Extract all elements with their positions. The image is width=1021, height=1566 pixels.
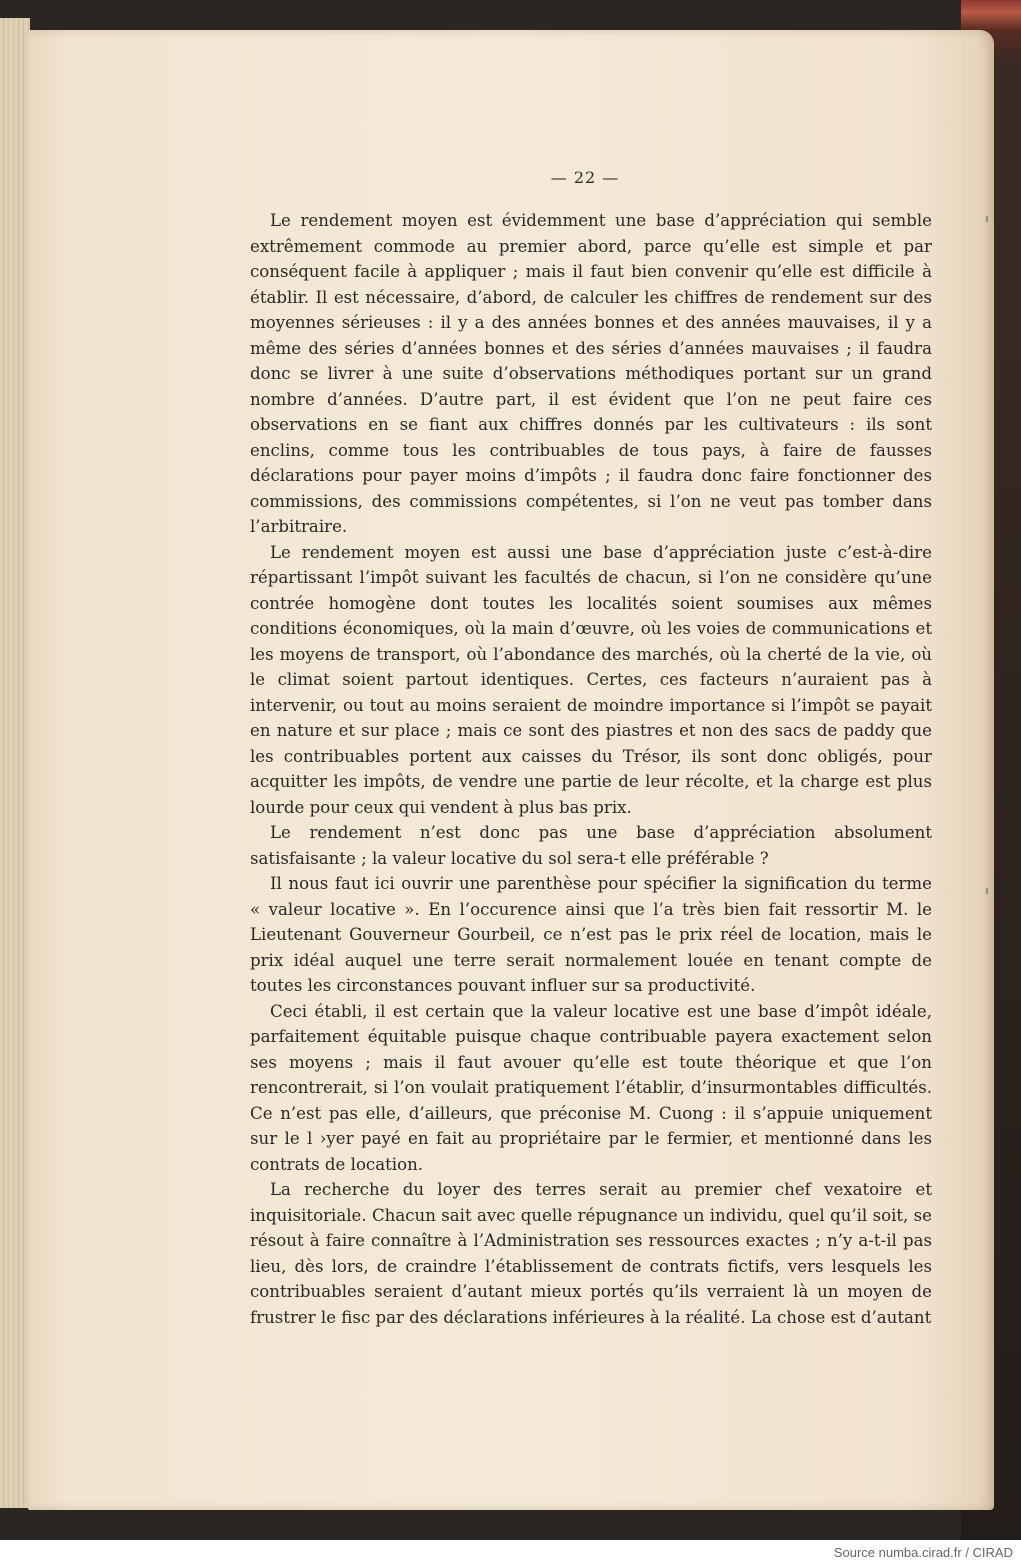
margin-mark	[986, 888, 988, 894]
body-text	[250, 208, 932, 1330]
paragraph: Le rendement moyen est évidemment une base d’appréciation qui semble extrêmement commode au premier abord, parce qu’elle est simple et par conséquent facile à appliquer ; mais il faut bien convenir qu’elle est difficile à établir. Il est nécessaire, d’abord, de calculer les chiffres de rendement sur des moyennes sérieuses : il y a des années bonnes et des années mauvaises, il y a même des séries d’années bonnes et des séries d’années mauvaises ; il faudra donc se livrer à une suite d’observations méthodiques portant sur un grand nombre d’années. D’autre part, il est évident que l’on ne peut faire ces observations en se fiant aux chiffres donnés par les cultivateurs : ils sont enclins, comme tous les contribuables de tous pays, à faire de fausses déclarations pour payer moins d’impôts ; il faudra donc faire fonctionner des commissions, des commissions compétentes, si l’on ne veut pas tomber dans l’arbitraire.	[250, 211, 932, 536]
paragraph: Le rendement n’est donc pas une base d’appréciation absolument satisfaisante ; la valeur locative du sol sera-t elle préférable ?	[250, 823, 932, 868]
paragraph: Il nous faut ici ouvrir une parenthèse pour spécifier la signification du terme « valeur locative ». En l’occurence ainsi que l’a très bien fait ressortir M. le Lieutenant Gouverneur Gourbeil, ce n’est pas le prix réel de location, mais le prix idéal auquel une terre serait normalement louée en tenant compte de toutes les circonstances pouvant influer sur sa productivité.	[250, 874, 932, 995]
page-number: — 22 —	[550, 168, 620, 187]
paragraph: Ceci établi, il est certain que la valeur locative est une base d’impôt idéale, parfaitement équitable puisque chaque contribuable payera exactement selon ses moyens ; mais il faut avouer qu’elle est toute théorique et que l’on rencontrerait, si l’on voulait pratiquement l’établir, d’insurmontables difficultés. Ce n’est pas elle, d’ailleurs, que préconise M. Cuong : il s’appuie uniquement sur le l ›yer payé en fait au propriétaire par le fermier, et mentionné dans les contrats de location.	[250, 1001, 932, 1174]
source-caption: Source numba.cirad.fr / CIRAD	[833, 1545, 1013, 1560]
paragraph: La recherche du loyer des terres serait au premier chef vexatoire et inquisitoriale. Chacun sait avec quelle répugnance un individu, quel qu’il soit, se résout à faire connaître à l’Administration ses ressources exactes ; n’y a-t-il pas lieu, dès lors, de craindre l’établissement de contrats fictifs, vers lesquels les contribuables seraient d’autant mieux portés qu’ils verraient là un moyen de frustrer le fisc par des déclarations inférieures à la réalité. La chose est d’autant	[250, 1180, 932, 1327]
margin-mark	[986, 216, 988, 222]
paragraph: Le rendement moyen est aussi une base d’appréciation juste c’est-à-dire répartissant l’impôt suivant les facultés de chacun, si l’on ne considère qu’une contrée homogène dont toutes les localités soient soumises aux mêmes conditions économiques, où la main d’œuvre, où les voies de communications et les moyens de transport, où l’abondance des marchés, où la cherté de la vie, où le climat soient partout identiques. Certes, ces facteurs n’auraient pas à intervenir, ou tout au moins seraient de moindre importance si l’impôt se payait en nature et sur place ; mais ce sont des piastres et non des sacs de paddy que les contribuables portent aux caisses du Trésor, ils sont donc obligés, pour acquitter les impôts, de vendre une partie de leur récolte, et la charge est plus lourde pour ceux qui vendent à plus bas prix.	[250, 542, 932, 817]
page-edges	[0, 18, 30, 1508]
